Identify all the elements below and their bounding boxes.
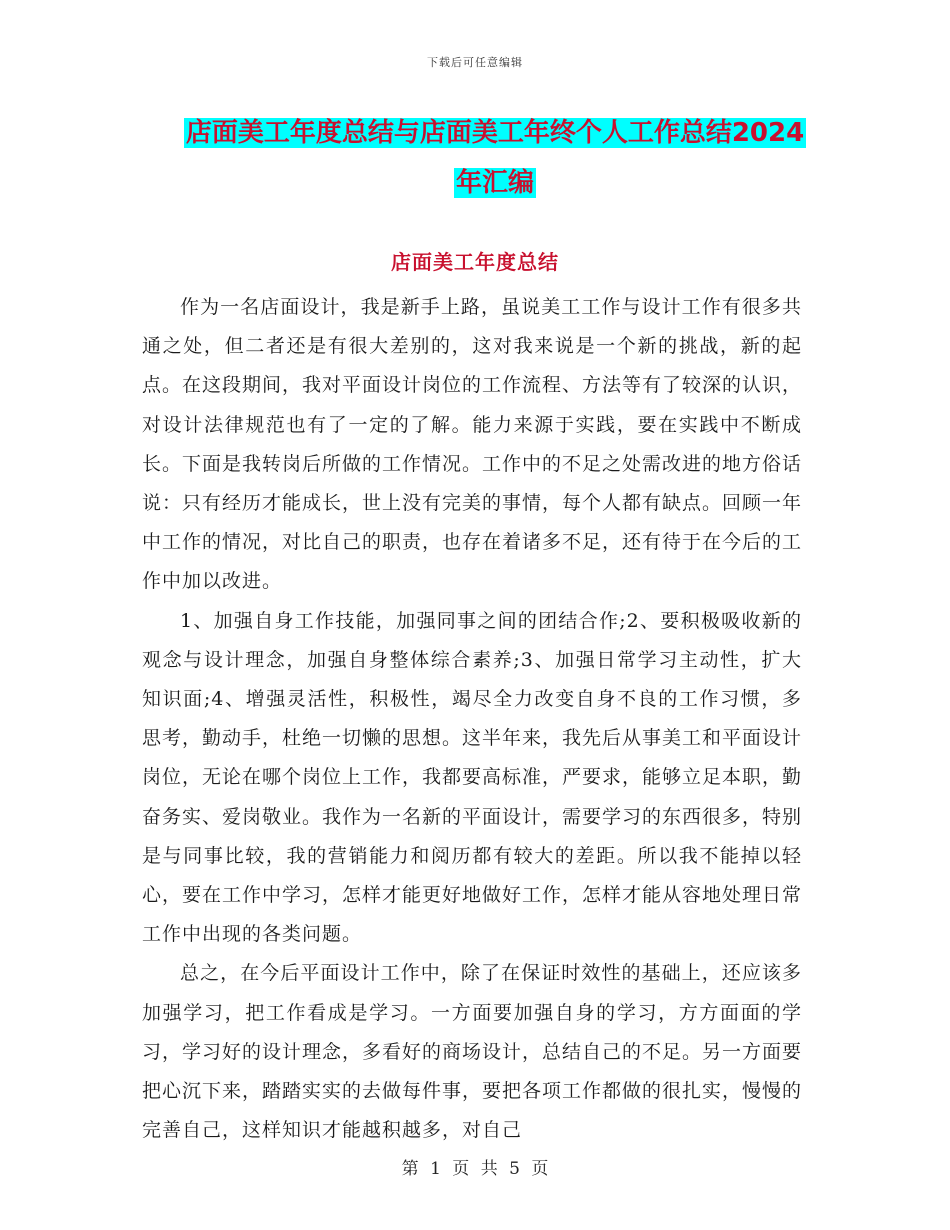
page-number-footer: 第 1 页 共 5 页 [401,1159,549,1179]
header-note: 下载后可任意编辑 [427,56,523,69]
document-title [140,108,850,208]
body-text [142,288,802,1150]
paragraph: 总之，在今后平面设计工作中，除了在保证时效性的基础上，还应该多加强学习，把工作看成是学习。一方面要加强自身的学习，方方面面的学习，学习好的设计理念，多看好的商场设计，总结自己的不足。另一方面要把心沉下来，踏踏实实的去做每件事，要把各项工作都做的很扎实，慢慢的完善自己，这样知识才能越积越多，对自己 [142,962,803,1142]
paragraph: 作为一名店面设计，我是新手上路，虽说美工工作与设计工作有很多共通之处，但二者还是有很大差别的，这对我来说是一个新的挑战，新的起点。在这段期间，我对平面设计岗位的工作流程、方法等有了较深的认识，对设计法律规范也有了一定的了解。能力来源于实践，要在实践中不断成长。下面是我转岗后所做的工作情况。工作中的不足之处需改进的地方俗话说：只有经历才能成长，世上没有完美的事情，每个人都有缺点。回顾一年中工作的情况，对比自己的职责，也存在着诸多不足，还有待于在今后的工作中加以改进。 [142,296,803,593]
section-title: 店面美工年度总结 [391,250,559,274]
document-title-line-2: 年汇编 [455,168,534,198]
paragraph: 1、加强自身工作技能，加强同事之间的团结合作;2、要积极吸收新的观念与设计理念，加强自身整体综合素养;3、加强日常学习主动性，扩大知识面;4、增强灵活性，积极性，竭尽全力改变自身不良的工作习惯，多思考，勤动手，杜绝一切懒的思想。这半年来，我先后从事美工和平面设计岗位，无论在哪个岗位上工作，我都要高标准，严要求，能够立足本职，勤奋务实、爱岗敬业。我作为一名新的平面设计，需要学习的东西很多，特别是与同事比较，我的营销能力和阅历都有较大的差距。所以我不能掉以轻心，要在工作中学习，怎样才能更好地做好工作，怎样才能从容地处理日常工作中出现的各类问题。 [142,609,803,946]
document-title-line-1: 店面美工年度总结与店面美工年终个人工作总结2024 [185,118,805,148]
